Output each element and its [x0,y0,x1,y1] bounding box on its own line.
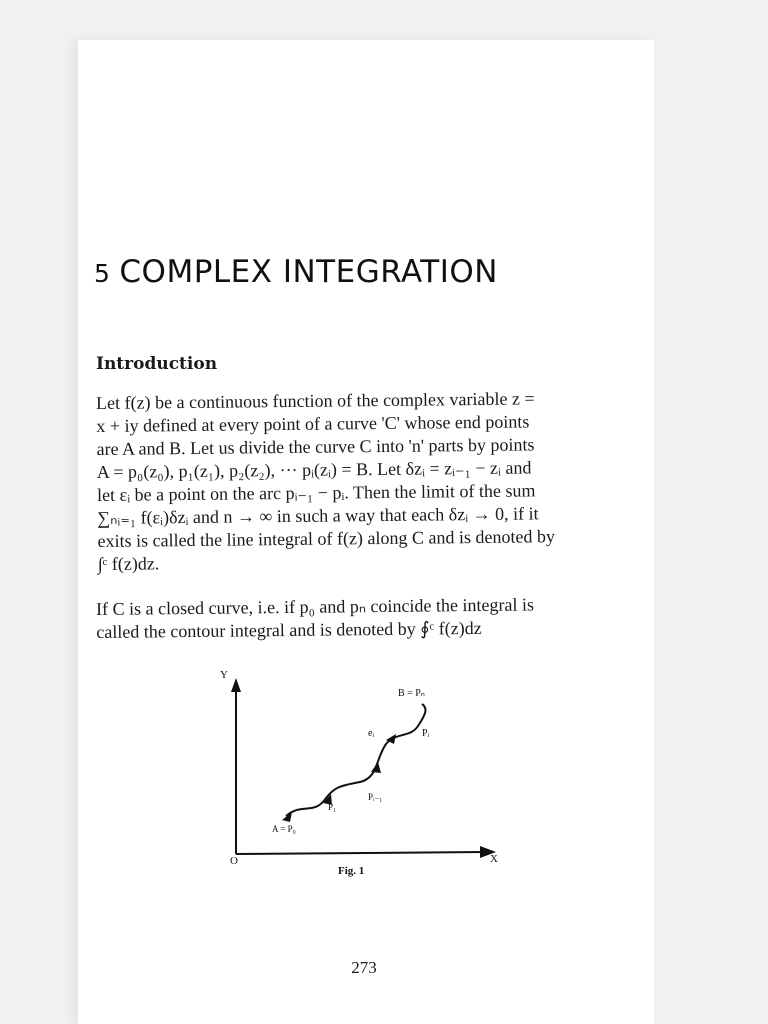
paragraph-line: ∫ᶜ f(z)dz. [97,553,160,574]
paragraph-line: are A and B. Let us divide the curve C into 'n' parts by points [96,434,535,459]
label-Pi-minus-1: Pᵢ₋₁ [368,792,383,802]
paragraph-line: A = p₀(z₀), p₁(z₁), p₂(z₂), ··· pᵢ(zᵢ) = B. Let δzᵢ = zᵢ₋₁ − zᵢ and [96,457,532,482]
y-axis-label: Y [220,669,228,681]
y-axis-arrow [231,678,241,692]
paragraph-line: If C is a closed curve, i.e. if p₀ and pₙ coincide the integral is [96,594,535,619]
paragraph-line: ∑ₙᵢ₌₁ f(εᵢ)δzᵢ and n → ∞ in such a way that each δzᵢ → 0, if it [97,503,539,528]
x-axis-label: X [490,853,498,865]
paragraph-line: exits is called the line integral of f(z) along C and is denoted by [97,526,556,551]
chapter-title: COMPLEX INTEGRATION [119,254,498,290]
chapter-heading [94,254,498,290]
label-ei: eᵢ [368,728,375,739]
page-number: 273 [351,958,377,977]
curve-arrow-A [282,812,292,822]
curve-arrow-Pi1 [371,762,381,773]
chapter-number: 5 [94,259,111,288]
curve-diagram-svg [200,666,520,886]
paragraph-line: let εᵢ be a point on the arc pᵢ₋₁ − pᵢ. Then the limit of the sum [96,480,536,505]
section-title: Introduction [96,354,218,374]
label-B-Pn: B = Pₙ [398,688,425,699]
x-axis [236,852,484,854]
paragraph-line: x + iy defined at every point of a curve 'C' whose end points [96,411,530,436]
paragraph-contour-integral [96,593,611,644]
paragraph-line: called the contour integral and is denoted by ∮ᶜ f(z)dz [96,617,482,642]
paragraph-line-integral [96,387,613,576]
label-P1: P₁ [328,802,337,812]
origin-label: O [230,855,238,867]
curve-C [286,704,425,816]
label-Pi: Pᵢ [422,728,430,739]
figure-caption: Fig. 1 [338,865,365,877]
figure-curve-diagram [200,666,520,886]
paragraph-line: Let f(z) be a continuous function of the complex variable z = [96,388,535,413]
label-A-P0: A = P₀ [272,824,296,834]
